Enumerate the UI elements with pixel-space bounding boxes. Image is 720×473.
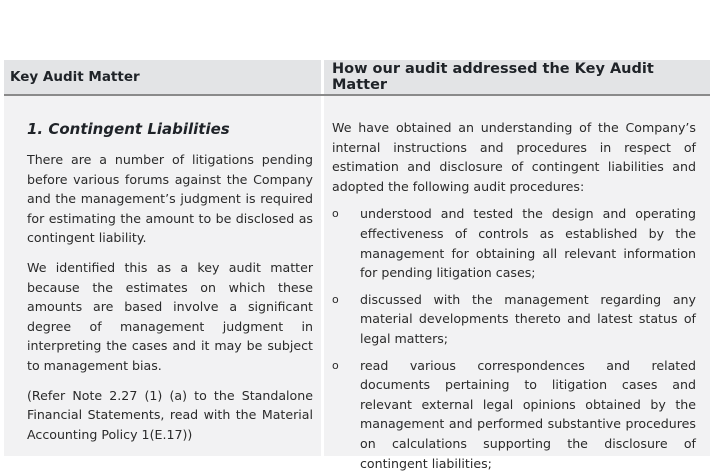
procedure-text: understood and tested the design and operating effectiveness of controls as established by the management for obtaining all relevant information for pending litigation cases;	[360, 206, 696, 281]
bullet-marker: o	[332, 207, 339, 221]
bullet-marker: o	[332, 292, 339, 306]
matter-reference-paragraph: (Refer Note 2.27 (1) (a) to the Standalone Financial Statements, read with the Material Accounting Policy 1(E.17))	[27, 387, 313, 442]
matter-reason-paragraph: We identified this as a key audit matter because the estimates on which these amounts are based involve a significant degree of management judgment in interpreting the cases and it may be subject to management bias.	[27, 259, 313, 373]
procedure-text: read various correspondences and related documents pertaining to litigation cases and relevant external legal opinions obtained by the management and performed substantive procedures on calculations supporting the disclosure of contingent liabilities;	[360, 357, 696, 471]
list-item	[332, 204, 696, 282]
key-audit-matter-cell	[4, 96, 324, 456]
audit-intro-paragraph: We have obtained an understanding of the Company’s internal instructions and procedures in respect of estimation and disclosure of contingent liabilities and adopted the following audit procedures:	[332, 120, 696, 194]
header-audit-response: How our audit addressed the Key Audit Matter	[332, 61, 654, 93]
procedure-text: discussed with the management regarding any material developments thereto and latest status of legal matters;	[360, 291, 696, 346]
audit-response-cell	[324, 96, 710, 471]
matter-description-paragraph: There are a number of litigations pending before various forums against the Company and the management’s judgment is required for estimating the amount to be disclosed as contingent liability.	[27, 152, 313, 246]
header-key-audit-matter: Key Audit Matter	[4, 60, 324, 94]
procedure-list	[332, 204, 696, 473]
section-title: 1. Contingent Liabilities	[27, 120, 230, 138]
list-item	[332, 356, 696, 473]
table-header-row	[4, 60, 710, 96]
list-item	[332, 290, 696, 349]
bullet-marker: o	[332, 358, 339, 372]
table-body-row	[4, 96, 710, 471]
key-audit-matter-table	[4, 60, 710, 471]
